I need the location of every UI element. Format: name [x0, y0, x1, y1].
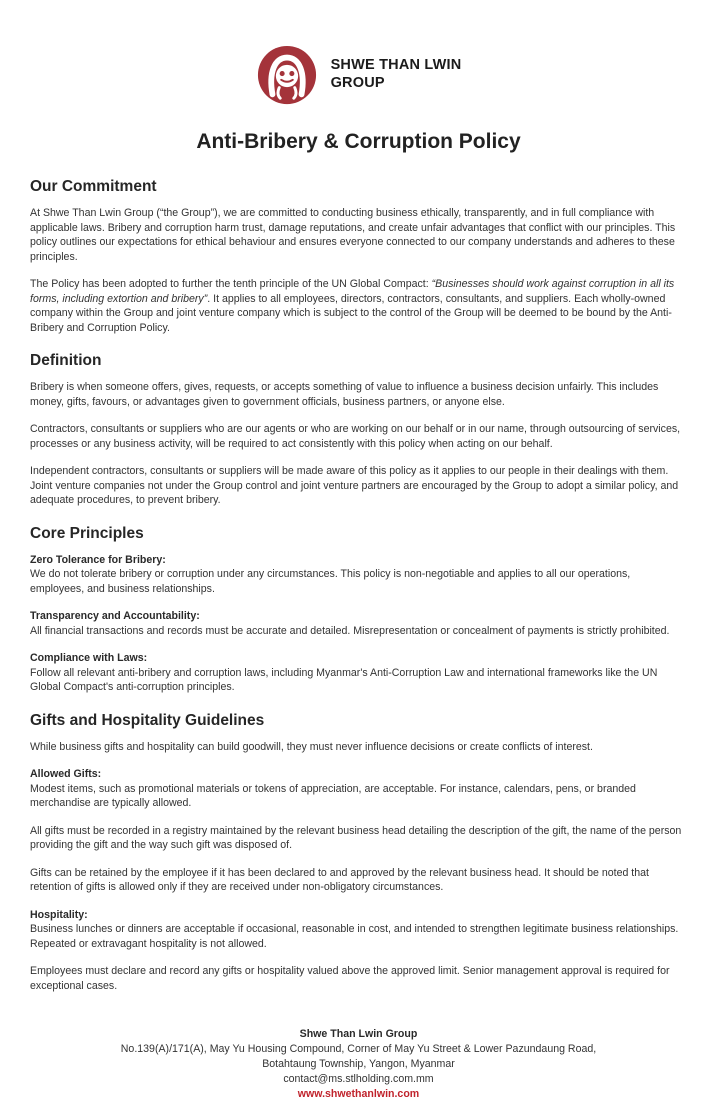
- section-our-commitment: [30, 178, 687, 335]
- footer-address-line1: No.139(A)/171(A), May Yu Housing Compound, Corner of May Yu Street & Lower Pazundaung Road,: [120, 1043, 597, 1056]
- definition-paragraph-3: Independent contractors, consultants or suppliers will be made aware of this policy as it applies to our people in their dealings with them. Joint venture companies not under the Group control and joint venture partners are encouraged by the Group to adopt a similar policy, and adequate procedures, to prevent bribery.: [30, 465, 679, 506]
- page-title: Anti-Bribery & Corruption Policy: [196, 130, 521, 153]
- allowed-gifts-block: [30, 767, 687, 811]
- gifts-intro-paragraph: While business gifts and hospitality can build goodwill, they must never influence decisions or create conflicts of interest.: [30, 740, 593, 753]
- elephant-logo-icon: [256, 44, 318, 106]
- logo-line2: GROUP: [330, 75, 385, 91]
- commitment-paragraph-2: [30, 277, 687, 335]
- footer-website-link[interactable]: www.shwethanlwin.com: [297, 1088, 420, 1101]
- section-definition: [30, 352, 687, 508]
- footer-address-line2: Botahtaung Township, Yangon, Myanmar: [262, 1058, 455, 1071]
- commitment-p2-tail: . It applies to all employees, directors, contractors, consultants, and suppliers. Each wholly-owned company within the Group and joint venture company which is subject to the control of the Group will be deemed to be bound by the Anti-Bribery and Corruption Policy.: [30, 292, 672, 334]
- heading-gifts-hospitality: Gifts and Hospitality Guidelines: [30, 711, 265, 729]
- principle-compliance-text: Follow all relevant anti-bribery and corruption laws, including Myanmar's Anti-Corruption Law and international frameworks like the UN Global Compact's anti-corruption principles.: [30, 666, 658, 693]
- company-logo: [30, 44, 687, 106]
- un-global-compact-quote: “Businesses should work against corruption in all its forms, including extortion and bribery”: [30, 278, 675, 305]
- heading-core-principles: Core Principles: [30, 524, 144, 542]
- heading-definition: Definition: [30, 352, 102, 369]
- logo-wordmark: [331, 57, 462, 92]
- logo-line1: SHWE THAN LWIN: [330, 57, 462, 74]
- principle-zero-tolerance-text: We do not tolerate bribery or corruption under any circumstances. This policy is non-negotiable and applies to all our operations, employees, and business relationships.: [30, 568, 631, 595]
- definition-paragraph-1: Bribery is when someone offers, gives, requests, or accepts something of value to influence a business decision unfairly. This includes money, gifts, favours, or advantages given to government officials, business partners, or anyone else.: [30, 381, 659, 408]
- section-core-principles: [30, 525, 687, 695]
- principle-compliance: [30, 651, 687, 695]
- principle-compliance-label: Compliance with Laws:: [30, 652, 148, 664]
- gift-retention-paragraph: Gifts can be retained by the employee if it has been declared to and approved by the relevant business head. It should be noted that retention of gifts is allowed only if they are received under non-obligatory circumstances.: [30, 866, 649, 893]
- hospitality-text: Business lunches or dinners are acceptable if occasional, reasonable in cost, and intended to strengthen legitimate business relationships. Repeated or extravagant hospitality is not allowed.: [30, 923, 679, 950]
- definition-paragraph-2: Contractors, consultants or suppliers who are our agents or who are working on our behalf or in our name, through outsourcing of services, processes or any business activity, will be required to act consistently with this policy when acting on our behalf.: [30, 423, 681, 450]
- commitment-paragraph-1: At Shwe Than Lwin Group (“the Group”), we are committed to conducting business ethically, transparently, and in full compliance with applicable laws. Bribery and corruption harm trust, damage reputations, and create unfair advantages that conflict with our principles. This policy outlines our expectations for ethical behaviour and ensures everyone connected to our company understands and adheres to these principles.: [30, 207, 676, 263]
- principle-transparency-label: Transparency and Accountability:: [30, 610, 200, 622]
- hospitality-block: [30, 908, 687, 952]
- allowed-gifts-text: Modest items, such as promotional materials or tokens of appreciation, are acceptable. For instance, calendars, pens, or branded merchandise are typically allowed.: [30, 782, 636, 809]
- footer-company-name: Shwe Than Lwin Group: [299, 1028, 418, 1040]
- gift-declaration-paragraph: Employees must declare and record any gifts or hospitality valued above the approved limit. Senior management approval is required for exceptional cases.: [30, 965, 670, 992]
- principle-transparency-text: All financial transactions and records must be accurate and detailed. Misrepresentation or concealment of payments is strictly prohibited.: [30, 624, 670, 637]
- principle-zero-tolerance-label: Zero Tolerance for Bribery:: [30, 553, 166, 566]
- principle-zero-tolerance: [30, 553, 687, 597]
- heading-our-commitment: Our Commitment: [30, 178, 157, 195]
- allowed-gifts-label: Allowed Gifts:: [30, 768, 102, 780]
- section-gifts-hospitality: [30, 712, 687, 994]
- document-footer: [30, 1027, 687, 1102]
- hospitality-label: Hospitality:: [30, 908, 88, 921]
- footer-email: contact@ms.stlholding.com.mm: [283, 1073, 434, 1086]
- gift-registry-paragraph: All gifts must be recorded in a registry maintained by the relevant business head detailing the description of the gift, the name of the person providing the gift and the way such gift was disposed of.: [30, 824, 682, 851]
- commitment-p2-lead: The Policy has been adopted to further the tenth principle of the UN Global Compact:: [30, 278, 432, 290]
- principle-transparency: [30, 609, 687, 638]
